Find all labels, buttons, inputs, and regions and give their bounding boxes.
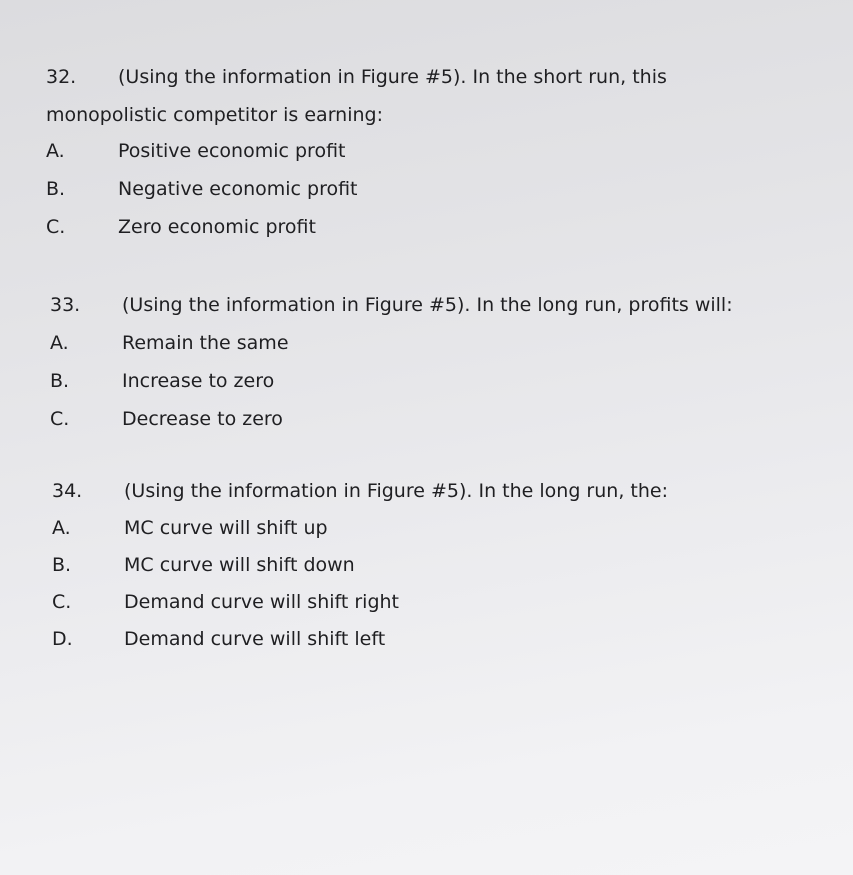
question-number: 32.: [46, 66, 77, 88]
option-text: Remain the same: [122, 332, 289, 354]
option-text: Negative economic profit: [118, 178, 358, 200]
option-text: Increase to zero: [122, 370, 275, 392]
option-text: MC curve will shift up: [124, 517, 328, 539]
option-text: Zero economic profit: [118, 216, 316, 238]
option-letter: B.: [46, 178, 66, 200]
option-text: Positive economic profit: [118, 140, 346, 162]
option-text: Demand curve will shift left: [124, 628, 386, 650]
question-number: 33.: [50, 294, 81, 316]
question-stem-line-2: monopolistic competitor is earning:: [46, 104, 383, 126]
question-stem-line-1: (Using the information in Figure #5). In the short run, this: [118, 66, 667, 88]
option-letter: A.: [50, 332, 69, 354]
option-letter: C.: [50, 408, 70, 430]
option-letter: A.: [52, 517, 71, 539]
question-stem-line-1: (Using the information in Figure #5). In the long run, the:: [124, 480, 668, 502]
option-text: Decrease to zero: [122, 408, 283, 430]
question-stem-line-1: (Using the information in Figure #5). In the long run, profits will:: [122, 294, 733, 316]
option-text: MC curve will shift down: [124, 554, 355, 576]
option-letter: B.: [50, 370, 70, 392]
question-number: 34.: [52, 480, 83, 502]
option-letter: C.: [46, 216, 66, 238]
option-letter: B.: [52, 554, 72, 576]
option-letter: D.: [52, 628, 73, 650]
option-text: Demand curve will shift right: [124, 591, 400, 613]
option-letter: A.: [46, 140, 65, 162]
option-letter: C.: [52, 591, 72, 613]
